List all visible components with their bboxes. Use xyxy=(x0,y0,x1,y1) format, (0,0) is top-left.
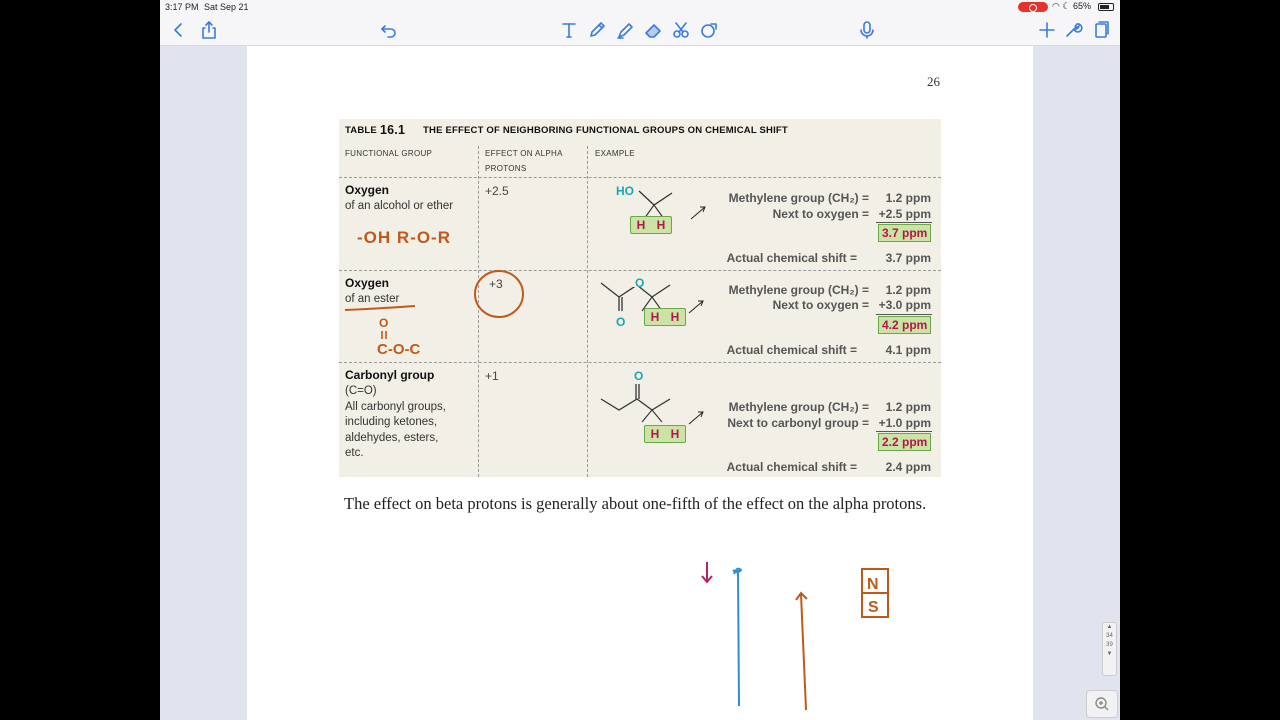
highlighter-icon[interactable] xyxy=(612,17,638,43)
undo-icon[interactable] xyxy=(376,17,402,43)
status-bar xyxy=(160,0,1120,14)
row1-result: 3.7 ppm xyxy=(878,224,931,242)
scroll-up-icon[interactable]: ▲ xyxy=(1106,624,1113,630)
shapes-icon[interactable] xyxy=(696,17,722,43)
row2-carbonyl-oxygen: O xyxy=(616,315,626,329)
row1-effect: +2.5 xyxy=(485,184,509,198)
row2-actual-value: 4.1 ppm xyxy=(885,343,931,357)
table-title: THE EFFECT OF NEIGHBORING FUNCTIONAL GROUPS ON CHEMICAL SHIFT xyxy=(423,125,788,136)
text-tool-icon[interactable] xyxy=(556,17,582,43)
row3-sub4: aldehydes, esters, xyxy=(345,432,439,444)
page-number: 26 xyxy=(927,74,940,89)
hydrogen-label: H xyxy=(650,427,660,441)
row2-result: 4.2 ppm xyxy=(878,316,931,334)
moon-icon: ☾ xyxy=(1062,1,1071,11)
header-effect: EFFECT ON ALPHA PROTONS xyxy=(485,149,563,173)
header-functional-group: FUNCTIONAL GROUP xyxy=(345,149,433,158)
row1-title: Oxygen xyxy=(345,183,390,197)
row2-methylene-label: Methylene group (CH₂) = xyxy=(728,283,869,297)
row2-methylene-value: 1.2 ppm xyxy=(885,283,931,297)
wifi-icon: ◠ xyxy=(1052,1,1060,11)
chemical-shift-table xyxy=(339,119,941,477)
row3-methylene-value: 1.2 ppm xyxy=(885,400,931,414)
table-label: TABLE xyxy=(345,125,377,136)
sum-line xyxy=(876,222,932,223)
handwriting-magnet-n: N xyxy=(867,576,879,593)
row2-next-label: Next to oxygen = xyxy=(772,298,869,312)
table-number: 16.1 xyxy=(380,123,406,137)
share-icon[interactable] xyxy=(196,17,222,43)
column-divider xyxy=(478,146,479,477)
lasso-icon[interactable] xyxy=(668,17,694,43)
pen-icon[interactable] xyxy=(584,17,610,43)
footnote-text: The effect on beta protons is generally about one-fifth of the effect on the alpha protons. xyxy=(344,494,927,513)
status-icons xyxy=(1052,1,1091,12)
microphone-icon[interactable] xyxy=(854,17,880,43)
back-icon[interactable] xyxy=(166,17,192,43)
document-page[interactable] xyxy=(247,46,1033,720)
row3-next-label: Next to carbonyl group = xyxy=(727,416,869,430)
handwriting-ester-oxygen: O xyxy=(379,316,389,330)
row1-methylene-value: 1.2 ppm xyxy=(885,191,931,205)
hydrogen-label: H xyxy=(656,218,666,232)
row2-ether-oxygen: O xyxy=(635,276,645,290)
ipad-screen xyxy=(160,0,1120,720)
row1-methylene-label: Methylene group (CH₂) = xyxy=(728,191,869,205)
row1-hydroxyl-label: HO xyxy=(616,184,634,198)
row3-result: 2.2 ppm xyxy=(878,433,931,451)
sum-line xyxy=(876,314,932,315)
hydrogen-label: H xyxy=(636,218,646,232)
row2-molecule xyxy=(597,271,717,341)
hydrogen-label: H xyxy=(650,310,660,324)
row-divider xyxy=(339,362,941,363)
handwriting-ester-chain: C-O-C xyxy=(377,341,421,358)
screen-recording-icon xyxy=(1018,2,1048,12)
zoom-icon xyxy=(1094,696,1110,712)
status-time: 3:17 PM xyxy=(165,2,199,12)
status-date: Sat Sep 21 xyxy=(204,2,249,12)
row3-sub5: etc. xyxy=(345,447,364,459)
handwriting-oh-ror: -OH R-O-R xyxy=(357,228,451,247)
handwriting-magnet-s: S xyxy=(868,599,879,616)
handwriting-magnet-box xyxy=(862,569,888,617)
page-scroller[interactable] xyxy=(1102,622,1117,676)
row2-actual-label: Actual chemical shift = xyxy=(726,343,857,357)
row3-sub3: including ketones, xyxy=(345,416,438,428)
row3-actual-label: Actual chemical shift = xyxy=(726,460,857,474)
battery-percent: 65% xyxy=(1072,1,1091,11)
header-example: EXAMPLE xyxy=(595,149,635,158)
sum-line xyxy=(876,431,932,432)
scroller-page-bottom: 39 xyxy=(1106,642,1113,648)
hydrogen-label: H xyxy=(670,310,680,324)
wrench-icon[interactable] xyxy=(1060,17,1086,43)
row3-sub2: All carbonyl groups, xyxy=(345,401,446,413)
pages-icon[interactable] xyxy=(1088,17,1114,43)
row1-next-value: +2.5 ppm xyxy=(878,207,931,221)
row3-effect: +1 xyxy=(485,369,499,383)
row1-next-label: Next to oxygen = xyxy=(772,207,869,221)
row3-molecule xyxy=(597,364,717,434)
row2-subtitle: of an ester xyxy=(345,293,400,305)
column-divider xyxy=(587,146,588,477)
row1-alpha-protons xyxy=(630,216,672,234)
row1-subtitle: of an alcohol or ether xyxy=(345,200,454,212)
eraser-icon[interactable] xyxy=(640,17,666,43)
row3-alpha-protons xyxy=(644,425,686,443)
row3-carbonyl-oxygen: O xyxy=(634,369,644,383)
toolbar xyxy=(160,14,1120,46)
handwriting-blue-line xyxy=(733,569,741,706)
hydrogen-label: H xyxy=(670,427,680,441)
row2-alpha-protons xyxy=(644,308,686,326)
add-icon[interactable] xyxy=(1034,17,1060,43)
row3-methylene-label: Methylene group (CH₂) = xyxy=(728,400,869,414)
row3-next-value: +1.0 ppm xyxy=(878,416,931,430)
row-divider xyxy=(339,177,941,178)
row1-actual-label: Actual chemical shift = xyxy=(726,251,857,265)
handwriting-orange-arrow xyxy=(796,593,807,710)
row2-effect: +3 xyxy=(489,277,503,291)
row1-actual-value: 3.7 ppm xyxy=(885,251,931,265)
row3-actual-value: 2.4 ppm xyxy=(885,460,931,474)
battery-icon xyxy=(1098,3,1114,11)
row2-next-value: +3.0 ppm xyxy=(878,298,931,312)
scroll-down-icon[interactable]: ▼ xyxy=(1106,651,1113,657)
row3-sub1: (C=O) xyxy=(345,385,377,397)
handwriting-down-arrow xyxy=(702,562,712,582)
scroller-page-top: 34 xyxy=(1106,633,1113,639)
zoom-button[interactable] xyxy=(1086,690,1118,718)
row2-title: Oxygen xyxy=(345,276,390,290)
row3-title: Carbonyl group xyxy=(345,368,435,382)
